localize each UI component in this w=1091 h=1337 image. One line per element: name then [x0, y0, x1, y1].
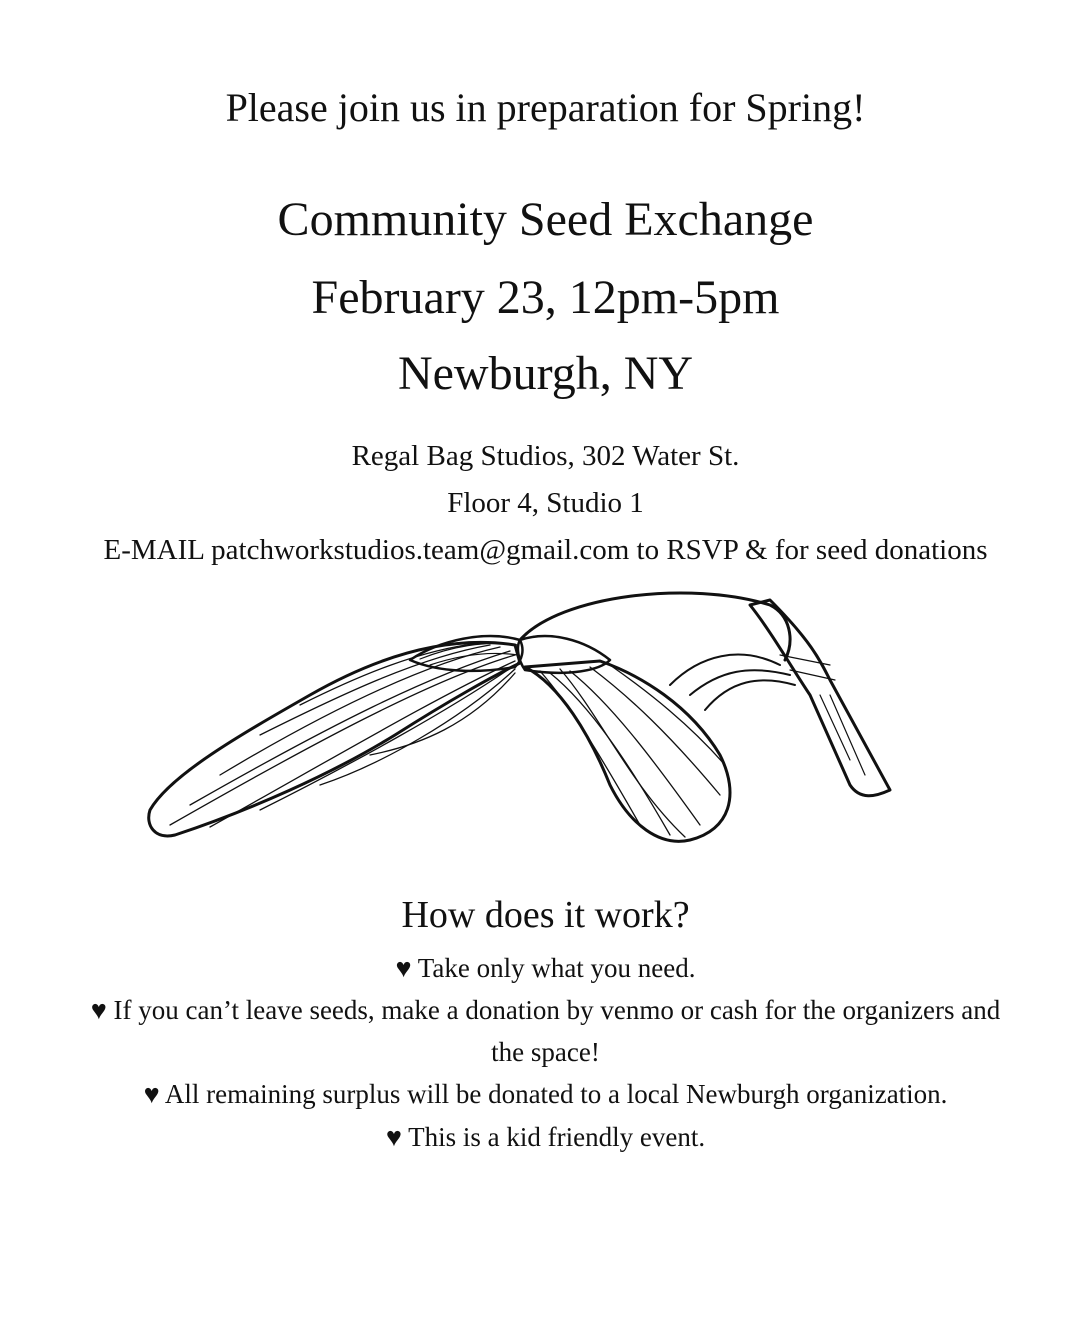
venue-address: Regal Bag Studios, 302 Water St. — [351, 440, 740, 472]
rsvp-email-line: E-MAIL patchworkstudios.team@gmail.com to RSVP & for seed donations — [103, 534, 988, 566]
rule-donation-continued: the space! — [491, 1037, 600, 1067]
stem-lower-2 — [690, 670, 790, 695]
rule-donation: ♥ If you can’t leave seeds, make a donation by venmo or cash for the organizers and — [90, 995, 1001, 1025]
venue-floor-studio: Floor 4, Studio 1 — [447, 487, 644, 519]
event-location: Newburgh, NY — [397, 347, 694, 400]
twig — [750, 600, 890, 796]
stem-upper — [520, 593, 790, 660]
how-it-works-heading: How does it work? — [401, 894, 690, 936]
event-date-time: February 23, 12pm-5pm — [311, 271, 780, 324]
rule-surplus-donated: ♥ All remaining surplus will be donated to a local Newburgh organization. — [143, 1079, 948, 1109]
event-title: Community Seed Exchange — [277, 193, 814, 246]
rule-kid-friendly: ♥ This is a kid friendly event. — [385, 1122, 706, 1152]
rule-take-only-needed: ♥ Take only what you need. — [395, 953, 696, 983]
stem-lower-3 — [705, 680, 795, 710]
intro-line: Please join us in preparation for Spring! — [225, 85, 866, 130]
maple-seed-icon — [130, 585, 910, 875]
